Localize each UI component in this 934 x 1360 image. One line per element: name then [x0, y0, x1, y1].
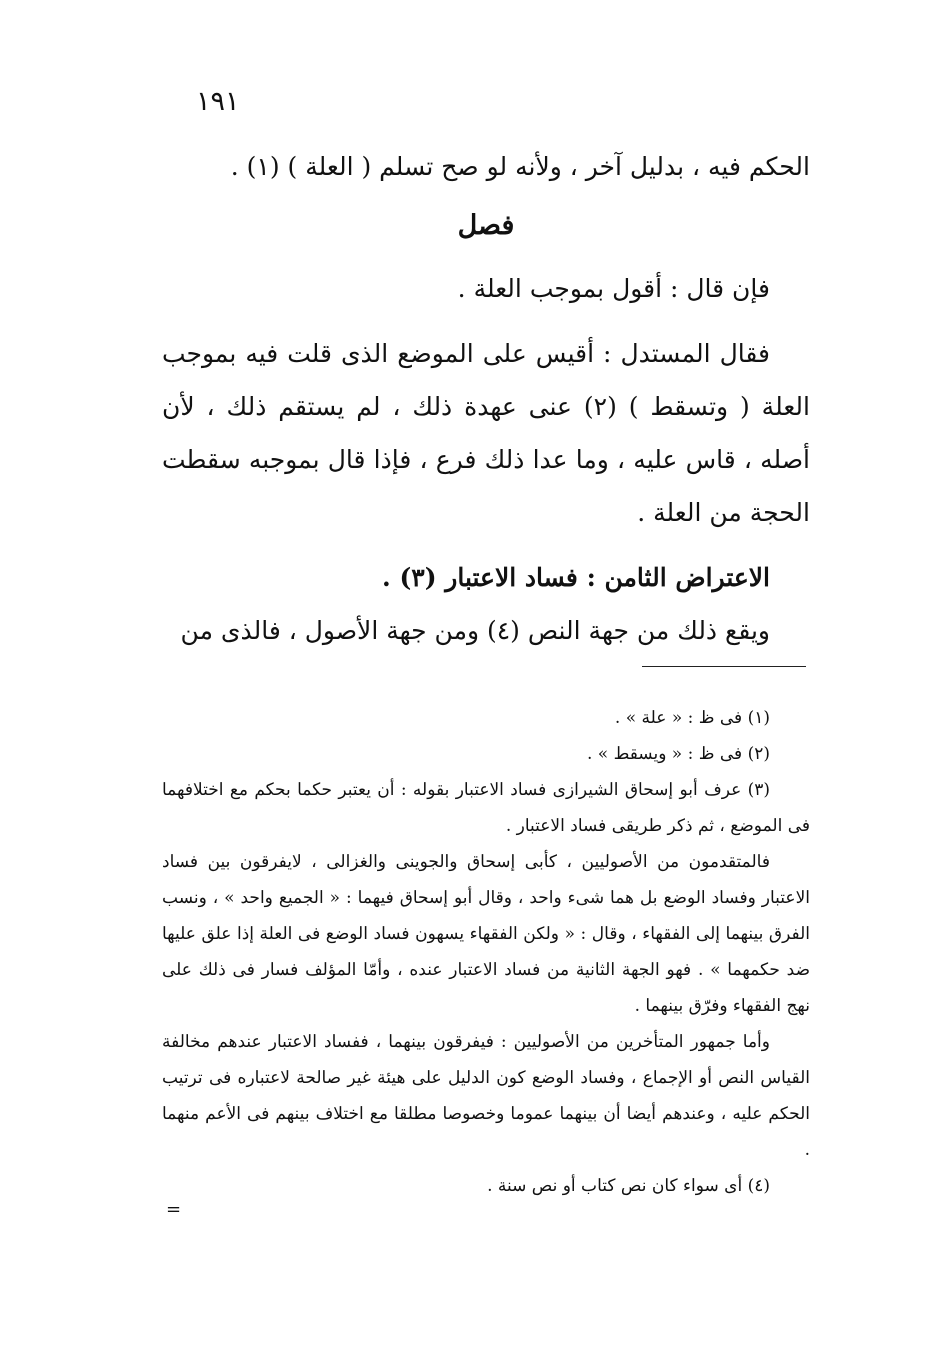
main-paragraph-1: فإن قال : أقول بموجب العلة .	[457, 274, 770, 303]
continuation-mark: =	[166, 1199, 182, 1220]
footnote-3-paragraph-3: وأما جمهور المتأخرين من الأصوليين : فيفرقون بينهما ، ففساد الاعتبار عندهم مخالفة القياس النص أو الإجماع ، وفساد الوضع كون الدليل على هيئة غير صالحة لاعتباره فى ترتيب الحكم عليه ، وعندهم أيضا أن بينهما عموما وخصوصا مطلقا مع اختلاف بينهم فى الأعم منهما .	[162, 1032, 810, 1160]
section-heading: فصل	[457, 210, 515, 241]
objection-title: الاعتراض الثامن : فساد الاعتبار (٣) .	[382, 563, 770, 592]
main-text	[162, 140, 810, 657]
page-number: ١٩١	[196, 86, 240, 117]
footnote-3: (٣) عرف أبو إسحاق الشيرازى فساد الاعتبار بقوله : أن يعتبر حكما بحكم مع اختلافهما فى الموضع ، ثم ذكر طريقى فساد الاعتبار .	[162, 780, 810, 836]
footnotes	[162, 700, 810, 1204]
main-line-1: الحكم فيه ، بدليل آخر ، ولأنه لو صح تسلم ( العلة ) (١) .	[230, 152, 810, 181]
footnote-1: (١) فى ظ : « علة » .	[614, 708, 770, 728]
footnote-2: (٢) فى ظ : « ويسقط » .	[586, 744, 770, 764]
footnote-4: (٤) أى سواء كان نص كتاب أو نص سنة .	[487, 1176, 770, 1196]
footnote-divider	[642, 666, 806, 667]
main-paragraph-2: فقال المستدل : أقيس على الموضع الذى قلت فيه بموجب العلة ( وتسقط ) (٢) عنى عهدة ذلك ، لم يستقم ذلك ، لأن أصله ، قاس عليه ، وما عدا ذلك فرع ، فإذا قال بموجبه سقطت الحجة من العلة .	[162, 339, 810, 527]
main-paragraph-3: ويقع ذلك من جهة النص (٤) ومن جهة الأصول ، فالذى من	[180, 616, 770, 645]
footnote-3-paragraph-2: فالمتقدمون من الأصوليين ، كأبى إسحاق والجوينى والغزالى ، لايفرقون بين فساد الاعتبار وفساد الوضع بل هما شىء واحد ، وقال أبو إسحاق فيهما : « الجميع واحد » ، ونسب الفرق بينهما إلى الفقهاء ، وقال : « ولكن الفقهاء يسهون فساد الوضع فى العلة إذا علق عليها ضد حكمهما » . فهو الجهة الثانية من فساد الاعتبار عنده ، وأمّا المؤلف فسار فى ذلك على نهج الفقهاء وفرّق بينهما .	[162, 852, 810, 1016]
